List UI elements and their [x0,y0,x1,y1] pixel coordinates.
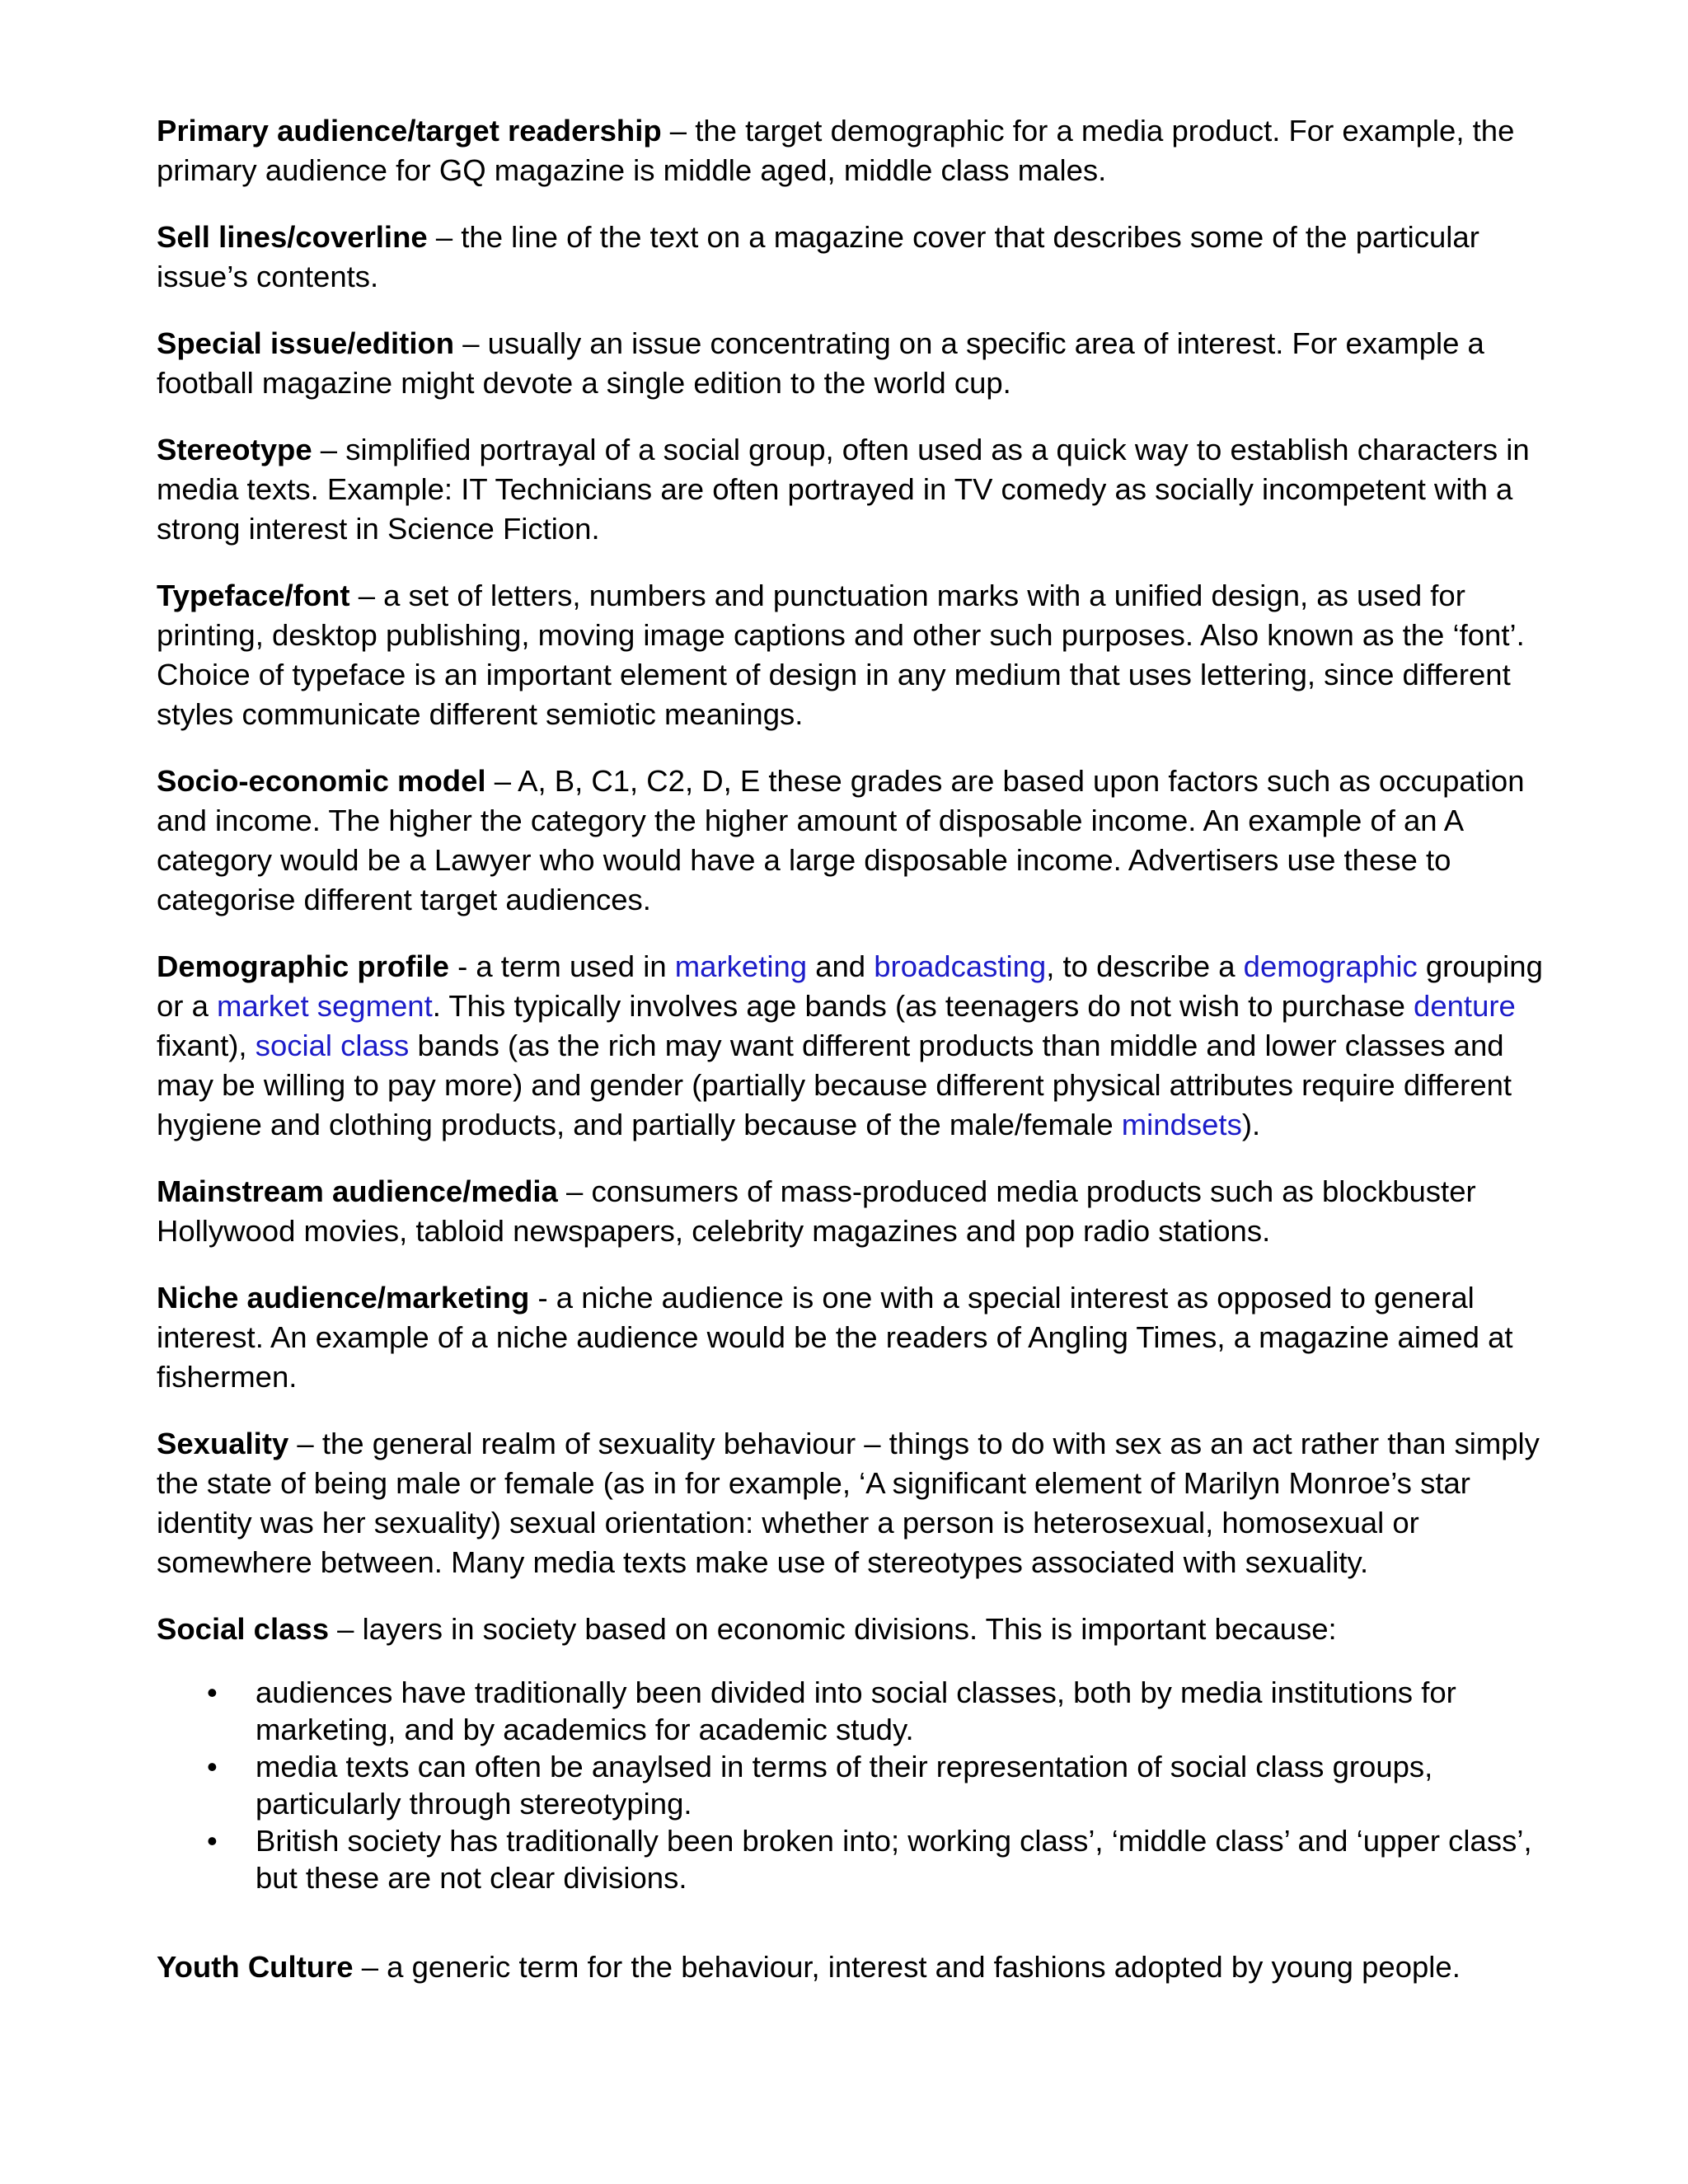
entry-term: Stereotype [157,433,312,466]
spacer [157,1896,1558,1947]
list-item-text: British society has traditionally been broken into; working class’, ‘middle class’ and ‘upper class’, but these are not clear divisions. [256,1824,1532,1895]
entry-term: Typeface/font [157,579,350,612]
entry-sell-lines [157,218,1558,297]
entry-typeface [157,576,1558,734]
entry-mainstream-audience [157,1172,1558,1251]
link-social-class[interactable]: social class [255,1029,410,1062]
list-item [207,1674,1558,1748]
bullet-icon: • [207,1675,218,1709]
entry-definition: – consumers of mass-produced media products such as blockbuster Hollywood movies, tabloid newspapers, celebrity magazines and pop radio stations. [157,1174,1476,1248]
entry-term: Demographic profile [157,949,449,983]
entry-term: Special issue/edition [157,326,455,360]
bullet-icon: • [207,1750,218,1783]
list-item-text: audiences have traditionally been divided into social classes, both by media institutions for marketing, and by academics for academic study. [256,1675,1456,1746]
list-item [207,1748,1558,1822]
definition-text: - a term used in [448,949,675,983]
link-mindsets[interactable]: mindsets [1121,1108,1242,1141]
entry-term: Social class [157,1612,330,1646]
entry-definition: – simplified portrayal of a social group, often used as a quick way to establish characters in media texts. Example: IT Technicians are often portrayed in TV comedy as socially incompetent with a strong interest in Science Fiction. [157,433,1530,546]
entry-definition: - a niche audience is one with a special interest as opposed to general interest. An example of a niche audience would be the readers of Angling Times, a magazine aimed at fishermen. [157,1281,1513,1394]
entry-definition: – the target demographic for a media product. For example, the primary audience for GQ magazine is middle aged, middle class males. [157,114,1515,187]
link-market-segment[interactable]: market segment [217,989,433,1023]
entry-social-class [157,1610,1558,1649]
entry-term: Sell lines/coverline [157,220,428,254]
entry-definition: – the line of the text on a magazine cover that describes some of the particular issue’s contents. [157,220,1479,293]
entry-definition: – a set of letters, numbers and punctuation marks with a unified design, as used for printing, desktop publishing, moving image captions and other such purposes. Also known as the ‘font’. Choice of typeface is an important element of design in any medium that uses lettering, since different styles communicate different semiotic meanings. [157,579,1525,731]
definition-text: ). [1241,1108,1261,1141]
entry-niche-audience [157,1278,1558,1397]
entry-socio-economic [157,762,1558,920]
entry-term: Mainstream audience/media [157,1174,558,1208]
link-broadcasting[interactable]: broadcasting [874,949,1047,983]
entry-definition: – the general realm of sexuality behaviour – things to do with sex as an act rather than simply the state of being male or female (as in for example, ‘A significant element of Marilyn Monroe’s star identity was her sexuality) sexual orientation: whether a person is heterosexual, homosexual or somewhere between. Many media texts make use of stereotypes associated with sexuality. [157,1427,1540,1579]
entry-term: Niche audience/marketing [157,1281,530,1315]
entry-definition: – layers in society based on economic divisions. This is important because: [329,1612,1337,1646]
entry-youth-culture [157,1947,1558,1987]
document-page [157,111,1558,2014]
entry-special-issue [157,324,1558,403]
bullet-icon: • [207,1824,218,1858]
link-demographic[interactable]: demographic [1243,949,1418,983]
entry-definition: – a generic term for the behaviour, interest and fashions adopted by young people. [353,1950,1461,1984]
definition-text: grouping or a [157,949,1543,1023]
entry-demographic-profile [157,947,1558,1145]
definition-text: , to describe a [1046,949,1244,983]
social-class-bullet-list [157,1674,1558,1896]
entry-definition: – usually an issue concentrating on a specific area of interest. For example a football magazine might devote a single edition to the world cup. [157,326,1484,400]
entry-stereotype [157,430,1558,549]
entry-sexuality [157,1424,1558,1582]
entry-primary-audience [157,111,1558,190]
entry-term: Socio-economic model [157,764,486,798]
entry-definition: – A, B, C1, C2, D, E these grades are based upon factors such as occupation and income. The higher the category the higher amount of disposable income. An example of an A category would be a Lawyer who would have a large disposable income. Advertisers use these to categorise different target audiences. [157,764,1525,916]
list-item-text: media texts can often be anaylsed in terms of their representation of social class groups, particularly through stereotyping. [256,1750,1433,1821]
definition-text: . This typically involves age bands (as teenagers do not wish to purchase [432,989,1414,1023]
link-marketing[interactable]: marketing [674,949,808,983]
link-denture[interactable]: denture [1414,989,1516,1023]
entry-term: Sexuality [157,1427,289,1460]
list-item [207,1822,1558,1896]
entry-term: Youth Culture [157,1950,354,1984]
definition-text: and [807,949,874,983]
definition-text: fixant), [157,1029,256,1062]
entry-term: Primary audience/target readership [157,114,662,148]
definition-text: bands (as the rich may want different products than middle and lower classes and may be willing to pay more) and gender (partially because different physical attributes require different hygiene and clothing products, and partially because of the male/female [157,1029,1512,1141]
